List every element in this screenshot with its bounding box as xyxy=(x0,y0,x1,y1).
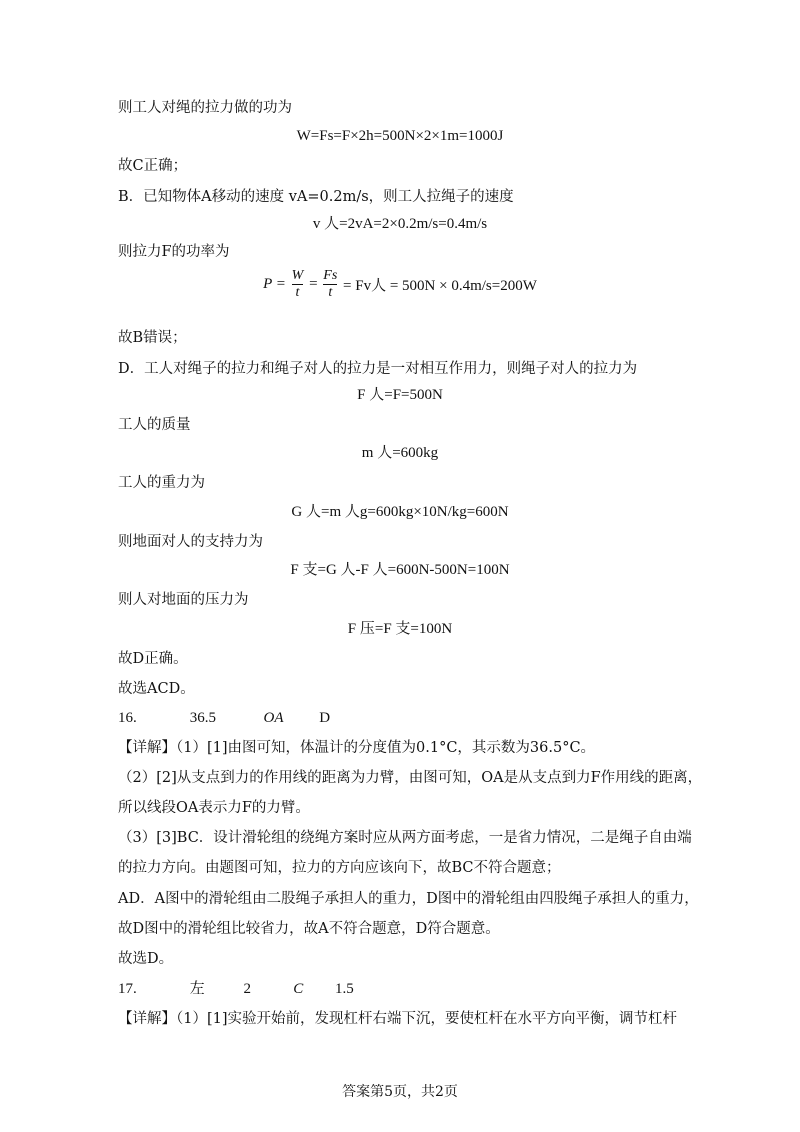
answer: 左 xyxy=(189,981,205,997)
formula-part: P = xyxy=(263,276,286,292)
text-line: 工人的质量 xyxy=(118,417,191,433)
text-line: 故B错误； xyxy=(118,330,187,346)
question-number: 17. xyxy=(118,981,137,997)
formula-part: = Fv人 = 500N × 0.4m/s=200W xyxy=(343,278,537,294)
numerator: W xyxy=(291,268,304,283)
text-line: 则拉力F的功率为 xyxy=(118,244,230,260)
equation: F 支=G 人-F 人=600N-500N=100N xyxy=(290,562,510,578)
text-line: 则地面对人的支持力为 xyxy=(118,534,263,550)
answer: OA xyxy=(263,710,284,726)
answer: C xyxy=(293,981,304,997)
denominator: t xyxy=(323,284,337,301)
text-line: D．工人对绳子的拉力和绳子对人的拉力是一对相互作用力，则绳子对人的拉力为 xyxy=(118,361,638,377)
text-line: 【详解】（1）[1]由图可知，体温计的分度值为0.1°C，其示数为36.5°C。 xyxy=(118,740,596,756)
text-line: 的拉力方向。由题图可知，拉力的方向应该向下，故BC不符合题意； xyxy=(118,860,561,876)
question-number: 16. xyxy=(118,710,137,726)
text-line: 则工人对绳的拉力做的功为 xyxy=(118,100,292,116)
fraction xyxy=(292,268,304,301)
text-line: 则人对地面的压力为 xyxy=(118,592,249,608)
fraction xyxy=(323,268,337,301)
text-line: 【详解】（1）[1]实验开始前，发现杠杆右端下沉，要使杠杆在水平方向平衡，调节杠杆 xyxy=(118,1011,678,1027)
equation: G 人=m 人g=600kg×10N/kg=600N xyxy=(291,504,509,520)
text-line: （2）[2]从支点到力的作用线的距离为力臂，由图可知，OA是从支点到力F作用线的距离， xyxy=(118,770,703,786)
equation: W=Fs=F×2h=500N×2×1m=1000J xyxy=(296,128,504,144)
denominator: t xyxy=(292,284,304,301)
text-line: 故选D。 xyxy=(118,951,174,967)
text-line: 工人的重力为 xyxy=(118,475,205,491)
equation: v 人=2vA=2×0.2m/s=0.4m/s xyxy=(312,216,488,232)
page-footer: 答案第5页，共2页 xyxy=(342,1084,458,1100)
answer: D xyxy=(319,710,331,726)
text-line: 故C正确； xyxy=(118,158,188,174)
text-line: 所以线段OA表示力F的力臂。 xyxy=(118,800,310,816)
equation: m 人=600kg xyxy=(361,445,439,461)
text-line: B．已知物体A移动的速度 vA=0.2m/s，则工人拉绳子的速度 xyxy=(118,189,514,205)
answer-row-17 xyxy=(118,979,354,999)
answer: 36.5 xyxy=(189,710,216,726)
text-line: 故D正确。 xyxy=(118,651,188,667)
text-line: （3）[3]BC．设计滑轮组的绕绳方案时应从两方面考虑，一是省力情况，二是绳子自由端 xyxy=(118,830,692,846)
answer: 1.5 xyxy=(335,981,354,997)
answer: 2 xyxy=(243,981,251,997)
text-line: 故选ACD。 xyxy=(118,681,195,697)
text-line: 故D图中的滑轮组比较省力，故A不符合题意，D符合题意。 xyxy=(118,921,500,937)
equation: F 压=F 支=100N xyxy=(347,621,453,637)
answer-row-16 xyxy=(118,708,330,728)
numerator: Fs xyxy=(323,268,338,283)
formula-part: = xyxy=(309,276,318,292)
text-line: AD．A图中的滑轮组由二股绳子承担人的重力，D图中的滑轮组由四股绳子承担人的重力， xyxy=(118,891,699,907)
power-formula xyxy=(0,268,800,301)
equation: F 人=F=500N xyxy=(357,387,443,403)
